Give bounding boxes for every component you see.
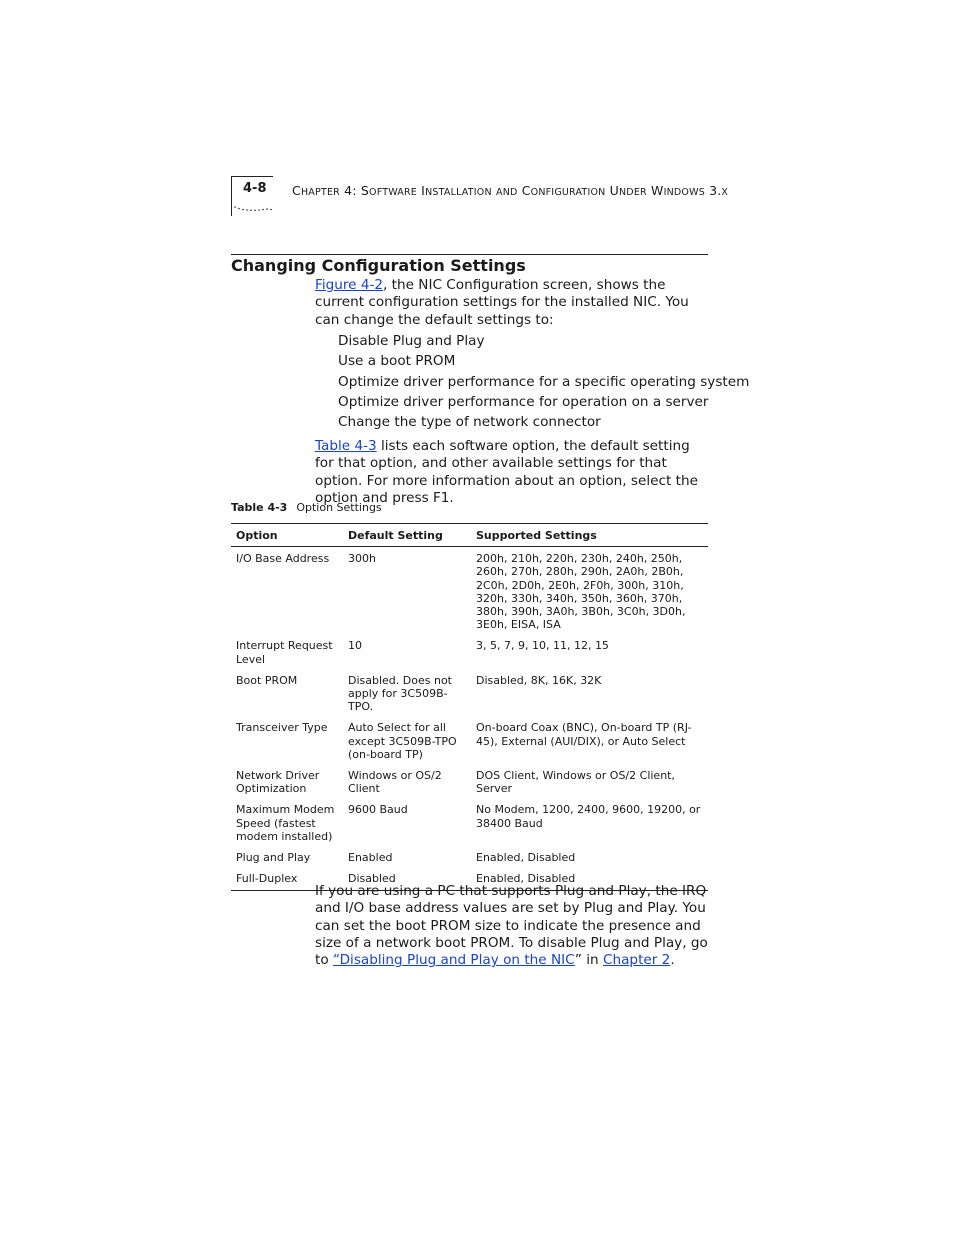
section-heading: Changing Configuration Settings — [231, 256, 526, 275]
cell-option: Interrupt Request Level — [236, 639, 333, 666]
table-row — [231, 547, 708, 638]
cell-option: Boot PROM — [236, 673, 298, 687]
cell-option: I/O Base Address — [236, 552, 330, 566]
pnp-text: If you are using a PC that supports Plug and Play, the IRQ and I/O base address values are set by Plug and Play. You can set the boot PROM size to indicate the presence and size of a network boot PROM. To disable Plug and Play, go to — [315, 883, 708, 969]
disabling-pnp-link[interactable]: “Disabling Plug and Play on the NIC — [332, 952, 575, 969]
table-row — [231, 849, 708, 870]
cell-default-setting: 10 — [348, 639, 362, 653]
option-settings-table — [231, 523, 708, 891]
header-default-setting: Default Setting — [348, 529, 443, 542]
figure-4-2-link[interactable]: Figure 4-2 — [315, 277, 384, 293]
section-rule — [231, 254, 708, 255]
plug-and-play-paragraph — [315, 883, 710, 969]
intro-paragraph — [315, 277, 710, 329]
header-dotted-decoration — [233, 205, 275, 215]
cell-option: Network Driver Optimization — [236, 769, 320, 796]
cell-option: Plug and Play — [236, 851, 311, 865]
header-rule-vertical — [231, 176, 232, 216]
cell-supported-settings: 200h, 210h, 220h, 230h, 240h, 250h, 260h, 270h, 280h, 290h, 2A0h, 2B0h, 2C0h, 2D0h, 2E0h, 2F0h, 300h, 310h, 320h, 330h, 340h, 350h, 360h, 370h, 380h, 390h, 3A0h, 3B0h, 3C0h, 3D0h, 3E0h, EISA, ISA — [476, 552, 686, 632]
cell-default-setting: 300h — [348, 552, 376, 566]
pnp-text-2: ” in — [574, 952, 603, 969]
cell-supported-settings: Enabled, Disabled — [476, 872, 576, 886]
cell-supported-settings: On-board Coax (BNC), On-board TP (RJ-45), External (AUI/DIX), or Auto Select — [476, 721, 692, 748]
cell-default-setting: Disabled. Does not apply for 3C509B-TPO. — [348, 673, 452, 714]
cell-default-setting: 9600 Baud — [348, 803, 408, 817]
table-row — [231, 719, 708, 767]
intro-text: , the NIC Configuration screen, shows the current configuration settings for the installed NIC. You can change the default settings to: — [315, 277, 689, 328]
cell-supported-settings: No Modem, 1200, 2400, 9600, 19200, or 38400 Baud — [476, 803, 701, 830]
settings-list — [338, 331, 749, 432]
header-option: Option — [236, 529, 278, 542]
cell-supported-settings: DOS Client, Windows or OS/2 Client, Server — [476, 769, 675, 796]
cell-option: Transceiver Type — [236, 721, 328, 735]
table-row — [231, 767, 708, 801]
chapter-title: CHAPTER 4: SOFTWARE INSTALLATION AND CONFIGURATION UNDER WINDOWS 3.X — [292, 183, 729, 198]
table-4-3-link[interactable]: Table 4-3 — [315, 438, 377, 454]
table-caption — [231, 501, 382, 514]
cell-default-setting: Auto Select for all except 3C509B-TPO (on-board TP) — [348, 721, 457, 761]
table-row — [231, 801, 708, 849]
pnp-text-3: . — [670, 952, 675, 969]
cell-supported-settings: Disabled, 8K, 16K, 32K — [476, 673, 602, 687]
cell-supported-settings: 3, 5, 7, 9, 10, 11, 12, 15 — [476, 639, 609, 653]
settings-list-item: Optimize driver performance for a specific operating system — [338, 373, 750, 390]
table-row — [231, 672, 708, 720]
cell-default-setting: Enabled — [348, 851, 393, 865]
table-caption-title: Option Settings — [296, 501, 382, 514]
settings-list-item: Change the type of network connector — [338, 414, 601, 431]
cell-supported-settings: Enabled, Disabled — [476, 851, 576, 865]
chapter-2-link[interactable]: Chapter 2 — [603, 952, 671, 969]
settings-list-item: Use a boot PROM — [338, 353, 456, 370]
header-rule-horizontal — [231, 176, 273, 177]
table-row — [231, 637, 708, 671]
page-number: 4-8 — [243, 181, 267, 196]
cell-option: Maximum Modem Speed (fastest modem installed) — [236, 803, 335, 843]
cell-default-setting: Windows or OS/2 Client — [348, 769, 442, 796]
table-intro-text: lists each software option, the default setting for that option, and other available settings for that option. For more information about an option, select the option and press F1. — [315, 438, 698, 506]
table-header-row — [231, 524, 708, 547]
table-intro-paragraph — [315, 438, 710, 507]
settings-list-item: Disable Plug and Play — [338, 333, 485, 349]
header-supported-settings: Supported Settings — [476, 529, 597, 542]
cell-option: Full-Duplex — [236, 872, 298, 886]
settings-list-item: Optimize driver performance for operation on a server — [338, 393, 709, 410]
table-caption-number: Table 4-3 — [231, 501, 288, 514]
cell-default-setting: Disabled — [348, 872, 396, 886]
